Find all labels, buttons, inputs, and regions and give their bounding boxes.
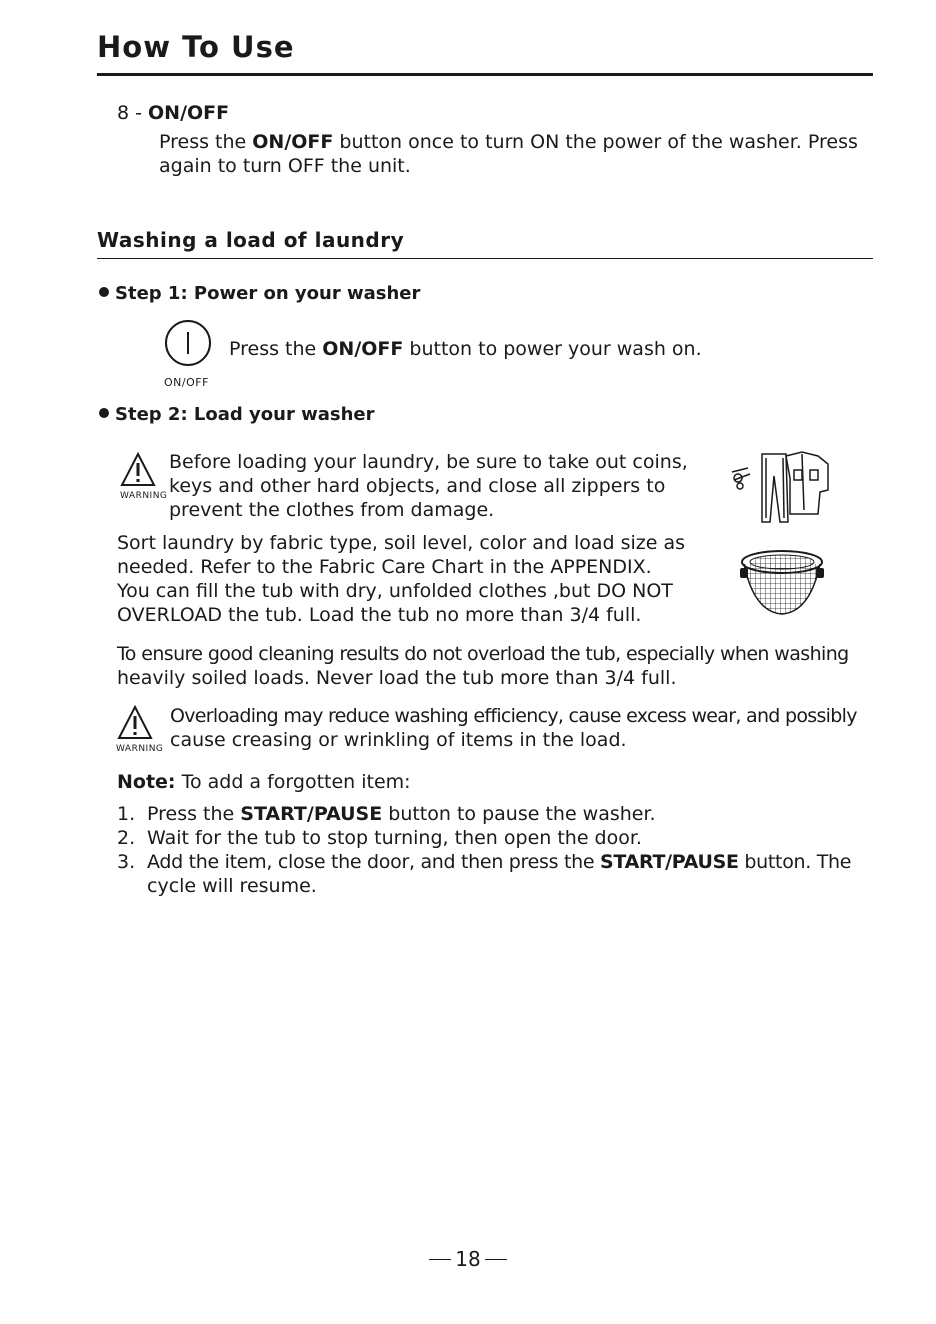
warning-text-line: prevent the clothes from damage. [169,499,495,521]
list-text: Add the item, close the door, and then press the [147,851,600,873]
note-text: To add a forgotten item: [175,771,411,793]
warning2-text-line: Overloading may reduce washing efficiency, cause excess wear, and possibly [170,705,857,727]
note-item-2-text: Wait for the tub to stop turning, then open the door. [147,827,642,849]
dash-decoration [429,1259,451,1260]
step1-text-bold: ON/OFF [322,338,404,360]
warning-caption: WARNING [120,491,168,501]
list-number: 3. [117,851,136,873]
step1-text-c: button to power your wash on. [403,338,702,360]
note-heading [117,770,411,794]
step2-title: Step 2: Load your washer [115,404,375,425]
item8-text: Press the [159,131,253,153]
title-divider [97,73,873,76]
list-text: Press the [147,803,241,825]
note-item-1 [117,802,135,826]
list-number: 2. [117,827,136,849]
note-item-3-text [147,850,851,874]
step1-heading [99,283,420,304]
warning2-text-line: cause creasing or wrinkling of items in the load. [170,729,627,751]
warning-caption: WARNING [116,744,164,754]
warning-icon [117,705,153,741]
power-icon-caption: ON/OFF [164,376,209,389]
step1-text-a: Press the [229,338,323,360]
sort-text-line: You can fill the tub with dry, unfolded clothes ,but DO NOT [117,580,673,602]
section-title: Washing a load of laundry [97,228,405,252]
step1-text [229,337,702,361]
warning-icon [120,452,156,488]
page-number [0,1247,936,1271]
note-label: Note: [117,771,176,793]
note-item-1-text [147,802,656,826]
item8-heading [117,101,229,125]
item8-text: button once to turn ON the power of the washer. Press [333,131,858,153]
step1-title: Step 1: Power on your washer [115,283,421,304]
clothes-illustration-icon [728,448,832,526]
bullet-icon [99,287,109,297]
item8-bold: ON/OFF [252,131,334,153]
power-button-icon [165,320,211,366]
page-number-value: 18 [455,1247,481,1271]
page-title: How To Use [97,30,295,64]
list-text-bold: START/PAUSE [240,803,383,825]
note-item-3 [117,850,135,874]
list-text-bold: START/PAUSE [600,851,739,873]
item8-name: ON/OFF [148,102,230,124]
warning-text-line: Before loading your laundry, be sure to take out coins, [169,451,688,473]
step2-heading [99,404,375,425]
list-number: 1. [117,803,136,825]
bullet-icon [99,408,109,418]
ensure-text-line: heavily soiled loads. Never load the tub more than 3/4 full. [117,667,677,689]
laundry-basket-icon [740,548,824,616]
section-divider [97,258,873,259]
ensure-text-line: To ensure good cleaning results do not overload the tub, especially when washing [117,643,849,665]
dash-decoration [485,1259,507,1260]
note-item-2 [117,826,135,850]
item8-number: 8 - [117,102,149,124]
sort-text-line: Sort laundry by fabric type, soil level, color and load size as [117,532,686,554]
item8-line1 [159,130,858,154]
warning-text-line: keys and other hard objects, and close all zippers to [169,475,666,497]
sort-text-line: OVERLOAD the tub. Load the tub no more than 3/4 full. [117,604,642,626]
list-text: button to pause the washer. [382,803,656,825]
sort-text-line: needed. Refer to the Fabric Care Chart in the APPENDIX. [117,556,652,578]
list-text: button. The [738,851,852,873]
item8-line2: again to turn OFF the unit. [159,155,411,177]
note-item-3-line2: cycle will resume. [147,875,317,897]
